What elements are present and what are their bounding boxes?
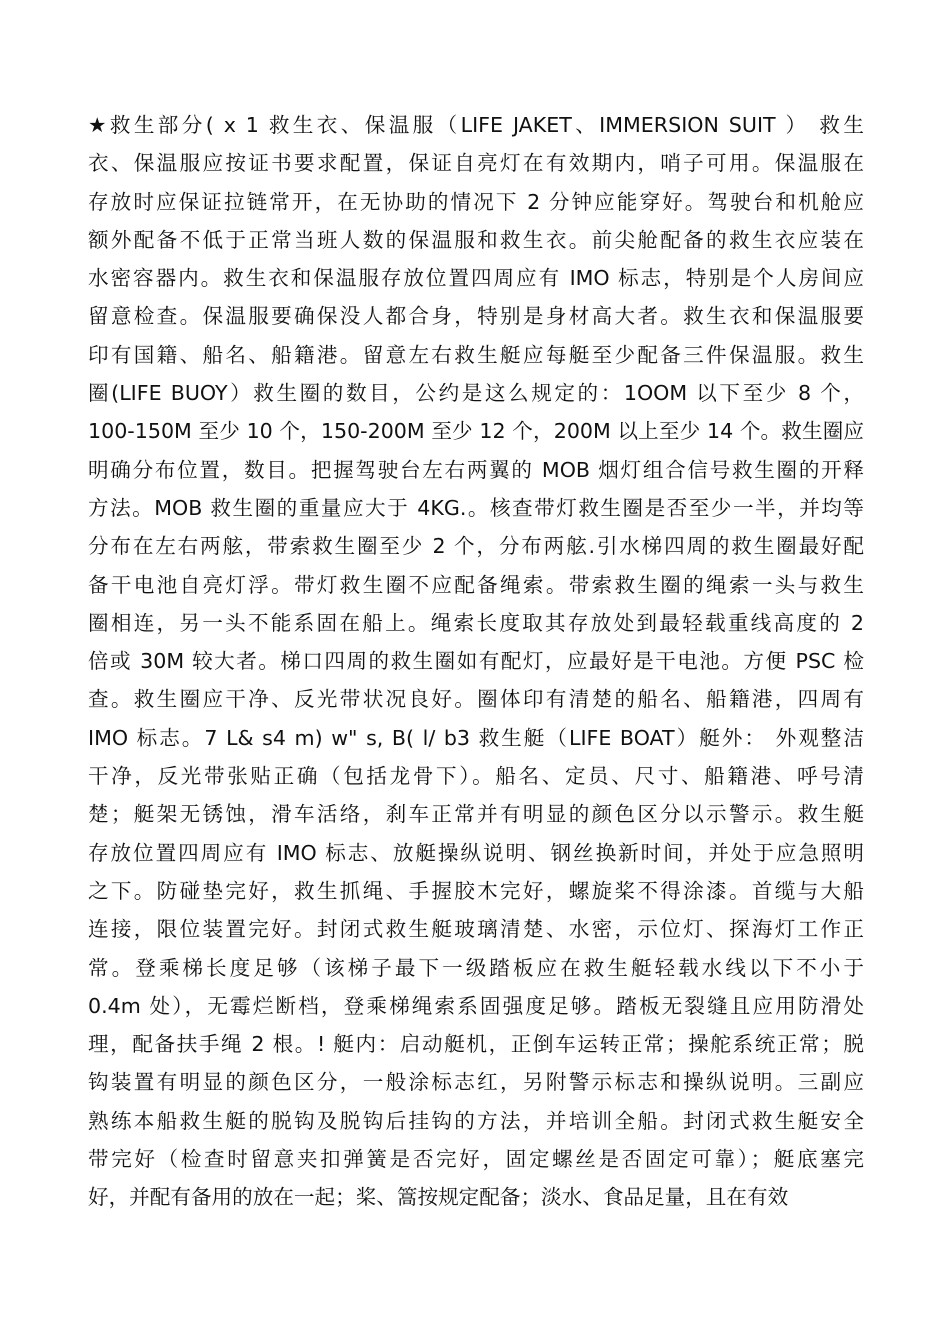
text-line: ★救生部分( x 1 救生衣、保温服（LIFE JAKET、IMMERSION SUIT ） 救生	[88, 113, 864, 137]
text-line: 查。救生圈应干净、反光带状况良好。圈体印有清楚的船名、船籍港，四周有	[88, 687, 864, 712]
text-line: 存放位置四周应有 IMO 标志、放艇操纵说明、钢丝换新时间，并处于应急照明	[88, 840, 864, 865]
text-line: 衣、保温服应按证书要求配置，保证自亮灯在有效期内，哨子可用。保温服在	[88, 151, 864, 176]
text-line: 理，配备扶手绳 2 根。! 艇内：启动艇机，正倒车运转正常；操舵系统正常；脱	[88, 1032, 864, 1057]
text-line: 好，并配有备用的放在一起；桨、篙按规定配备；淡水、食品足量，且在有效	[88, 1185, 789, 1210]
text-line: 熟练本船救生艇的脱钩及脱钩后挂钩的方法，并培训全船。封闭式救生艇安全	[88, 1108, 864, 1133]
text-line: 连接，限位装置完好。封闭式救生艇玻璃清楚、水密，示位灯、探海灯工作正	[88, 917, 864, 942]
text-line: 印有国籍、船名、船籍港。留意左右救生艇应每艇至少配备三件保温服。救生	[88, 342, 864, 367]
text-line: 带完好（检查时留意夹扣弹簧是否完好，固定螺丝是否固定可靠）；艇底塞完	[88, 1147, 864, 1172]
text-line: 水密容器内。救生衣和保温服存放位置四周应有 IMO 标志，特别是个人房间应	[88, 266, 864, 291]
body-text	[88, 106, 864, 1217]
text-line: 额外配备不低于正常当班人数的保温服和救生衣。前尖舱配备的救生衣应装在	[88, 227, 864, 252]
text-line: 常。登乘梯长度足够（该梯子最下一级踏板应在救生艇轻载水线以下不小于	[88, 955, 864, 980]
text-line: 100-150M 至少 10 个，150-200M 至少 12 个，200M 以上至少 14 个。救生圈应	[88, 419, 864, 444]
text-line: 明确分布位置，数目。把握驾驶台左右两翼的 MOB 烟灯组合信号救生圈的开释	[88, 457, 864, 482]
text-line: 钩装置有明显的颜色区分，一般涂标志红，另附警示标志和操纵说明。三副应	[88, 1070, 864, 1095]
text-line: 干净，反光带张贴正确（包括龙骨下）。船名、定员、尺寸、船籍港、呼号清	[88, 764, 864, 789]
text-line: 倍或 30M 较大者。梯口四周的救生圈如有配灯，应最好是干电池。方便 PSC 检	[88, 649, 864, 674]
text-line: IMO 标志。7 L& s4 m) w" s, B( l/ b3 救生艇（LIFE BOAT）艇外： 外观整洁	[88, 725, 864, 750]
text-line: 0.4m 处），无霉烂断档，登乘梯绳索系固强度足够。踏板无裂缝且应用防滑处	[88, 993, 864, 1018]
text-line: 圈相连，另一头不能系固在船上。绳索长度取其存放处到最轻载重线高度的 2	[88, 610, 864, 635]
text-line: 之下。防碰垫完好，救生抓绳、手握胶木完好，螺旋桨不得涂漆。首缆与大船	[88, 878, 864, 903]
text-line: 备干电池自亮灯浮。带灯救生圈不应配备绳索。带索救生圈的绳索一头与救生	[88, 572, 864, 597]
text-line: 留意检查。保温服要确保没人都合身，特别是身材高大者。救生衣和保温服要	[88, 304, 864, 329]
text-line: 楚；艇架无锈蚀，滑车活络，刹车正常并有明显的颜色区分以示警示。救生艇	[88, 802, 864, 827]
text-line: 圈(LIFE BUOY）救生圈的数目，公约是这么规定的：1OOM 以下至少 8 个，	[88, 381, 864, 406]
text-line: 存放时应保证拉链常开，在无协助的情况下 2 分钟应能穿好。驾驶台和机舱应	[88, 189, 864, 214]
text-line: 方法。MOB 救生圈的重量应大于 4KG.。核查带灯救生圈是否至少一半，并均等	[88, 495, 864, 520]
text-line: 分布在左右两舷，带索救生圈至少 2 个，分布两舷.引水梯四周的救生圈最好配	[88, 534, 864, 559]
